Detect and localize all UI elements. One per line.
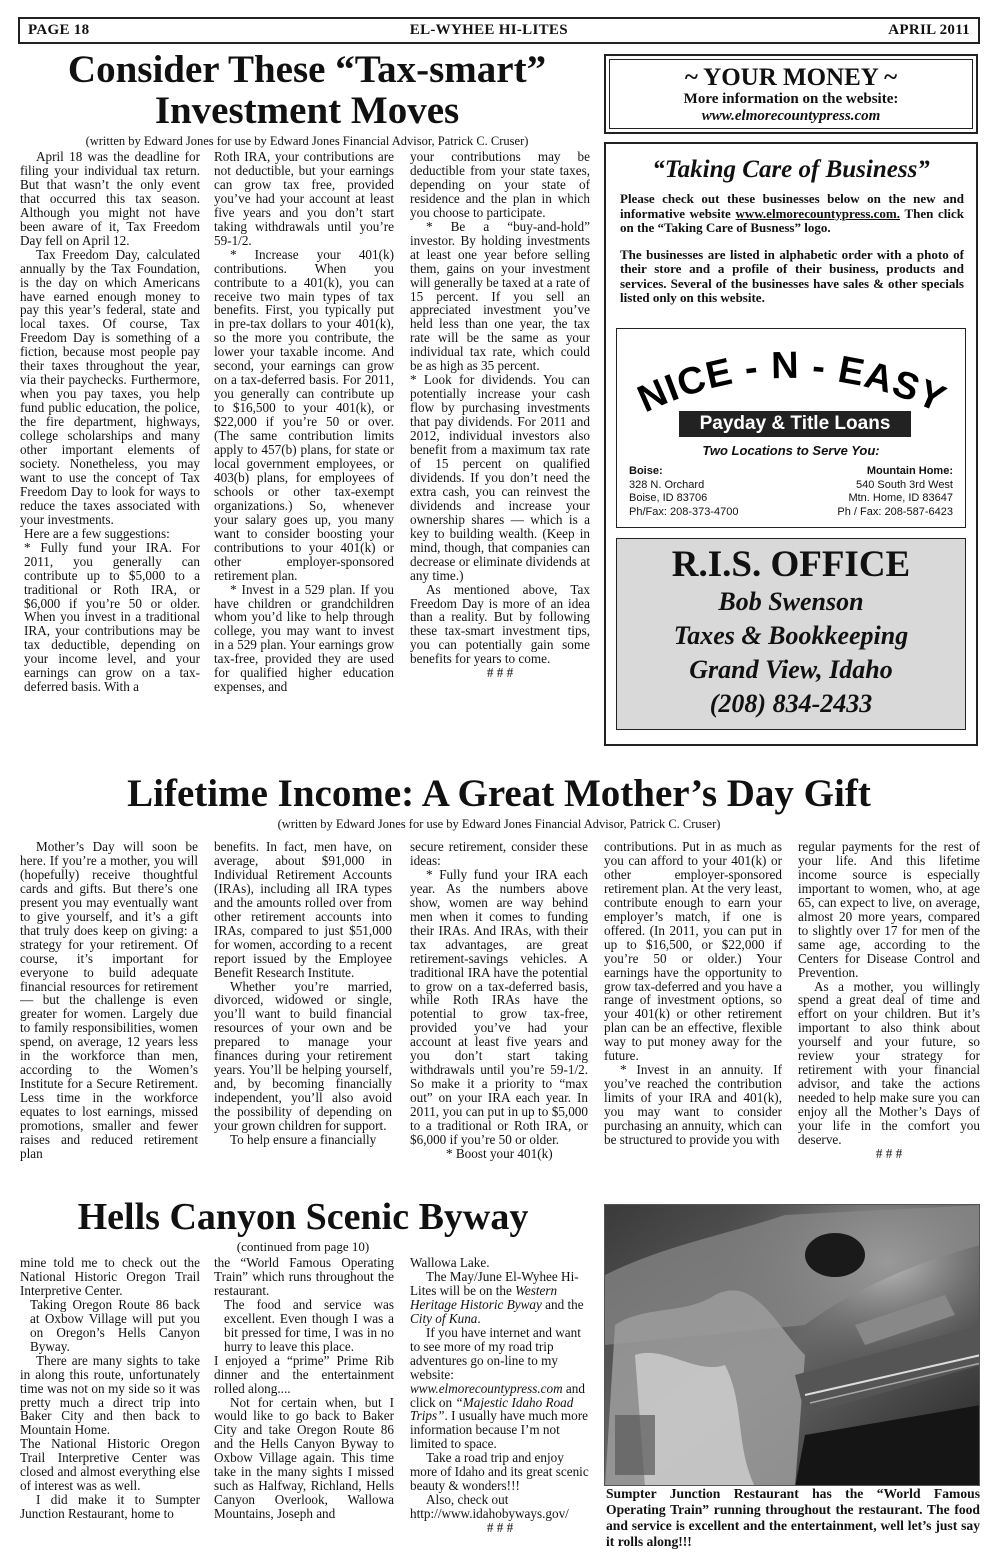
paragraph: the “World Famous Operating Train” which runs throughout the restaurant. — [214, 1256, 394, 1298]
article3-column-1 — [20, 1256, 200, 1556]
ris-name: Bob Swenson — [718, 587, 864, 616]
location-phone: Ph/Fax: 208-373-4700 — [629, 505, 739, 518]
business-paragraph-1 — [612, 184, 970, 236]
article3-column-3 — [410, 1256, 590, 1556]
paragraph: Wallowa Lake. — [410, 1256, 490, 1270]
paragraph: Also, check out http://www.idahobyways.gov/ — [410, 1492, 569, 1522]
your-money-title: ~ YOUR MONEY ~ — [684, 64, 898, 91]
paragraph: Here are a few suggestions: — [24, 525, 170, 541]
business-ad-box — [604, 142, 978, 746]
nice-logo-text: NICE - N - EASY — [631, 344, 953, 419]
paragraph: * Invest in a 529 plan. If you have children or grandchildren whom you’d like to help through college, you may want to invest in a 529 plan. Your earnings grow tax-free, provided they are used for qualified higher education expenses, and — [214, 581, 394, 695]
end-mark: # # # — [486, 665, 514, 681]
nice-right-location — [837, 465, 953, 519]
article1-title-line1: Consider These “Tax-smart” — [67, 48, 547, 91]
article2-column-4 — [604, 840, 782, 1194]
article3-title: Hells Canyon Scenic Byway — [77, 1196, 529, 1238]
location-city: Boise: — [629, 465, 663, 477]
end-mark: # # # — [875, 1145, 903, 1161]
article1-column-3 — [410, 150, 590, 770]
paragraph: The National Historic Oregon Trail Interpretive Center was closed and almost everything else of interest was as well. — [20, 1436, 200, 1494]
text: . — [477, 1310, 481, 1326]
text: “Majestic Idaho Road Trips” — [410, 1394, 574, 1424]
paragraph: * Boost your 401(k) — [446, 1145, 553, 1161]
paragraph: I did make it to Sumpter Junction Restaurant, home to — [20, 1492, 200, 1522]
location-address: 540 South 3rd West — [855, 478, 953, 491]
paragraph: regular payments for the rest of your life. And this lifetime income source is especially important to women, who, at age 65, can expect to live, on average, almost 20 more years, compared to slightly over 17 for men of the same age, according to the Centers for Disease Control and Prevention. — [798, 840, 980, 980]
paragraph: * Invest in an annuity. If you’ve reached the contribution limits of your IRA and 401(k), you may want to consider purchasing an annuity, which can be structured to provide you with — [604, 1062, 782, 1148]
paragraph: contributions. Put in as much as you can afford to your 401(k) or other employer-sponsored retirement plan. At the very least, contribute enough to earn your employer’s match, if one is offered. (In 2011, you can put in up to $16,500, or $22,000 if you’re 50 or older.) Your earnings have the opportunity to grow tax-deferred and you have a range of investment options, so your 401(k) or other retirement plan can be an effective, flexible way to put money away for the future. — [604, 840, 782, 1064]
article2-headline — [18, 774, 980, 832]
issue-date: APRIL 2011 — [888, 22, 970, 38]
article1-byline: (written by Edward Jones for use by Edward Jones Financial Advisor, Patrick C. Cruser) — [85, 134, 529, 148]
business-paragraph-2: The businesses are listed in alphabetic order with a photo of their store and a profile of their business, products and services. Several of the businesses have sales & other specials listed only on this website. — [620, 246, 964, 305]
paragraph: * Increase your 401(k) contributions. When you contribute to a 401(k), you can receive two main types of tax benefits. First, you typically put in pre-tax dollars to your 401(k), so the more you contribute, the lower your taxable income. And second, your earnings can grow on a tax-deferred basis. For 2011, you generally can contribute up to $16,500 to your 401(k), or $22,000 if you’re 50 or over. (The same contribution limits apply to 457(b) plans, for state or local government employees, or 403(b) plans, for employees of schools or other tax-exempt organizations.) So, whenever your salary goes up, you many want to consider boosting your contributions to your 401(k) or other employer-sponsored retirement plan. — [214, 246, 394, 583]
paragraph: April 18 was the deadline for filing your individual tax return. But that wasn’t the only event that occurred this tax season. Although you might not have been aware of it, Tax Freedom Day fell on April 12. — [20, 150, 200, 248]
end-mark: # # # — [486, 1520, 514, 1536]
paragraph: * Look for dividends. You can potentially increase your cash flow by purchasing investments that pay dividends. For 2011 and 2012, individual investors also benefit from a maximum tax rate of 15 percent on qualified dividends. If you don’t need the extra cash, you can reinvest the dividends and increase your ownership shares — which is a key to building wealth. (Keep in mind, though, that companies can decrease or eliminate dividends at any time.) — [410, 372, 590, 583]
text: Western Heritage Historic Byway — [410, 1282, 558, 1312]
paragraph: Take a road trip and enjoy more of Idaho and its great scenic beauty & wonders!!! — [410, 1450, 589, 1494]
paragraph: Not for certain when, but I would like to go back to Baker City and take Oregon Route 86 and the Hells Canyon Byway to Oxbow Village again. This time take in the many sights I missed such as Halfway, Richland, Hells Canyon Overlook, Wallowa Mountains, Joseph and — [214, 1394, 394, 1522]
business-title: “Taking Care of Business” — [652, 156, 930, 183]
paragraph: * Fully fund your IRA. For 2011, you generally can contribute up to $5,000 to a traditional or Roth IRA, or $6,000 if you’re 50 or older. When you invest in a traditional IRA, your contributions may be tax deductible, depending on your income level, and your earnings can grow on a tax-deferred basis. With a — [24, 539, 200, 695]
website-link[interactable]: www.elmorecountypress.com — [410, 1380, 563, 1396]
ris-title: R.I.S. OFFICE — [671, 544, 911, 585]
text: . I usually have much more information because I’m not limited to space. — [410, 1408, 589, 1452]
ris-location: Grand View, Idaho — [689, 655, 893, 684]
location-city: Mountain Home: — [866, 465, 953, 477]
article3-continued: (continued from page 10) — [236, 1239, 370, 1254]
paragraph: Mother’s Day will soon be here. If you’re a mother, you will (hopefully) receive thoughtful cards and gifts. But there’s one present you may eventually want to give yourself, and it’s a gift that truly does keep on giving: a strategy for your retirement. Of course, it’s important for everyone to build adequate financial resources for retirement — but the challenge is even greater for women. Largely due to family responsibilities, women spend, on average, 12 years less in the workforce than men, according to the Women’s Institute for a Secure Retirement. Less time in the workforce equates to lost earnings, missed promotions, smaller and fewer raises and reduced retirement plan — [20, 840, 198, 1161]
restaurant-train-photo — [604, 1204, 980, 1486]
location-address: 328 N. Orchard — [629, 478, 705, 491]
text: City of Kuna — [410, 1310, 478, 1326]
paragraph: mine told me to check out the National Historic Oregon Trail Interpretive Center. — [20, 1256, 200, 1298]
paragraph: As a mother, you willingly spend a great deal of time and effort on your children. But it’s important to also think about yourself and your future, so review your strategy for retirement with your financial advisor, and take the actions needed to help make sure you can enjoy all the Mother’s Days of your life in the comfort you deserve. — [798, 978, 980, 1148]
text: and the — [545, 1296, 584, 1312]
paragraph — [410, 1326, 590, 1452]
nice-subtitle: Payday & Title Loans — [679, 411, 911, 437]
paper-name: EL-WYHEE HI-LITES — [409, 22, 568, 38]
paragraph: The food and service was excellent. Even though I was a bit pressed for time, I was in no hurry to leave this place. — [224, 1296, 394, 1354]
article3-column-2 — [214, 1256, 394, 1556]
paragraph: To help ensure a financially — [230, 1132, 377, 1148]
text: and click on — [410, 1380, 585, 1410]
article2-column-5 — [798, 840, 980, 1198]
paragraph: * Be a “buy-and-hold” investor. By holding investments at least one year before selling them, gains on your investment will generally be taxed at a rate of 15 percent. If you sell an appreciated investment you’ve held less than one year, the tax rate will be the same as your individual tax rate, which could be as high as 35 percent. — [410, 218, 590, 374]
paragraph: Taking Oregon Route 86 back at Oxbow Village will put you on Oregon’s Hells Canyon Byway. — [30, 1296, 200, 1354]
text: The May/June El-Wyhee Hi-Lites will be on the — [410, 1268, 579, 1298]
your-money-box — [604, 54, 978, 134]
paragraph — [410, 1270, 590, 1326]
train-photo-image — [605, 1205, 980, 1486]
ris-phone: (208) 834-2433 — [709, 689, 873, 718]
paragraph: secure retirement, consider these ideas: — [410, 840, 588, 868]
paragraph: your contributions may be deductible from your state taxes, depending on your state of residence and the plan in which you choose to participate. — [410, 150, 590, 220]
page-number: PAGE 18 — [28, 22, 90, 38]
business-text: Then click on the “Taking Care of Busness” logo. — [620, 205, 965, 235]
photo-caption: Sumpter Junction Restaurant has the “World Famous Operating Train” running throughout the restaurant. The food and service is excellent and the entertainment, well let’s just say it rolls along!!! — [606, 1486, 980, 1549]
location-address: Boise, ID 83706 — [629, 492, 708, 504]
location-phone: Ph / Fax: 208-587-6423 — [837, 505, 953, 518]
article1-column-1 — [20, 150, 200, 766]
article2-byline: (written by Edward Jones for use by Edward Jones Financial Advisor, Patrick C. Cruser) — [277, 817, 721, 831]
article3-headline — [18, 1198, 588, 1255]
nice-n-easy-logo — [617, 339, 963, 419]
article1-column-2 — [214, 150, 394, 766]
article1-title-line2: Investment Moves — [154, 89, 460, 132]
ris-service: Taxes & Bookkeeping — [673, 621, 909, 650]
paragraph: benefits. In fact, men have, on average, about $91,000 in Individual Retirement Accounts (IRAs), including all IRA types and the amounts rolled over from other retirement accounts into IRAs, compared to just $51,000 for women, according to a recent report issued by the Employee Benefit Research Institute. — [214, 840, 392, 980]
paragraph: Tax Freedom Day, calculated annually by the Tax Foundation, is the day on which Americans have earned enough money to pay this year’s federal, state and local taxes. Of course, Tax Freedom Day is something of a fiction, because most people pay their taxes throughout the year, via their paychecks. Furthermore, when you pay taxes, you help fund public education, the police, the fire department, highways, college scholarships and many other important elements of society. Nonetheless, you may want to use the concept of Tax Freedom Day to look for ways to reduce the taxes associated with your investments. — [20, 246, 200, 527]
article2-title: Lifetime Income: A Great Mother’s Day Gift — [127, 772, 871, 815]
business-text: Please check out these businesses below on the new and informative website — [620, 191, 964, 221]
nice-n-easy-ad — [616, 328, 966, 528]
paragraph: Roth IRA, your contributions are not deductible, but your earnings can grow tax free, provided you’ve had your account at least five years and you don’t start taking withdrawals until you’re 59-1/2. — [214, 150, 394, 248]
business-url-link[interactable]: www.elmorecountypress.com. — [735, 205, 901, 221]
text: If you have internet and want to see more of my road trip adventures go on-line to my website: — [410, 1324, 581, 1382]
svg-text:NICE - N - EASY — [632, 345, 952, 419]
location-address: Mtn. Home, ID 83647 — [848, 492, 953, 504]
paragraph: * Fully fund your IRA each year. As the numbers above show, women are way behind men when it comes to funding their IRAs. And IRAs, with their tax advantages, are great retirement-savings vehicles. A traditional IRA have the potential to grow on a tax-deferred basis, while Roth IRAs have the potential to grow tax-free, provided you’ve had your account at least five years and you don’t start taking withdrawals until you’re 59-1/2. So make it a priority to “max out” on your IRA each year. In 2011, you can put in up to $5,000 to a traditional or Roth IRA, or $6,000 if you’re 50 or older. — [410, 866, 588, 1148]
your-money-line: More information on the website: — [683, 91, 899, 107]
paragraph: Whether you’re married, divorced, widowed or single, you’ll want to build financial resources of your own and be prepared to manage your finances during your retirement years. You’ll be helping yourself, and, by becoming financially independent, you’ll also avoid the possibility of depending on your grown children for support. — [214, 978, 392, 1134]
article2-column-2 — [214, 840, 392, 1194]
nice-locations: Two Locations to Serve You: — [702, 443, 880, 458]
paragraph: I enjoyed a “prime” Prime Rib dinner and the entertainment rolled along.... — [214, 1352, 394, 1396]
page-header — [18, 17, 980, 44]
your-money-url: www.elmorecountypress.com — [701, 108, 881, 124]
article1-headline — [18, 50, 596, 149]
article2-column-3 — [410, 840, 588, 1194]
paragraph: There are many sights to take in along this route, unfortunately time was not on my side so it was pretty much a direct trip into Baker City and then back to Mountain Home. — [20, 1352, 200, 1438]
nice-left-location — [629, 465, 738, 519]
article2-column-1 — [20, 840, 198, 1194]
ris-office-ad — [616, 538, 966, 730]
paragraph: As mentioned above, Tax Freedom Day is more of an idea than a reality. But by following these tax-smart investment tips, you can potentially gain some benefits for years to come. — [410, 581, 590, 667]
